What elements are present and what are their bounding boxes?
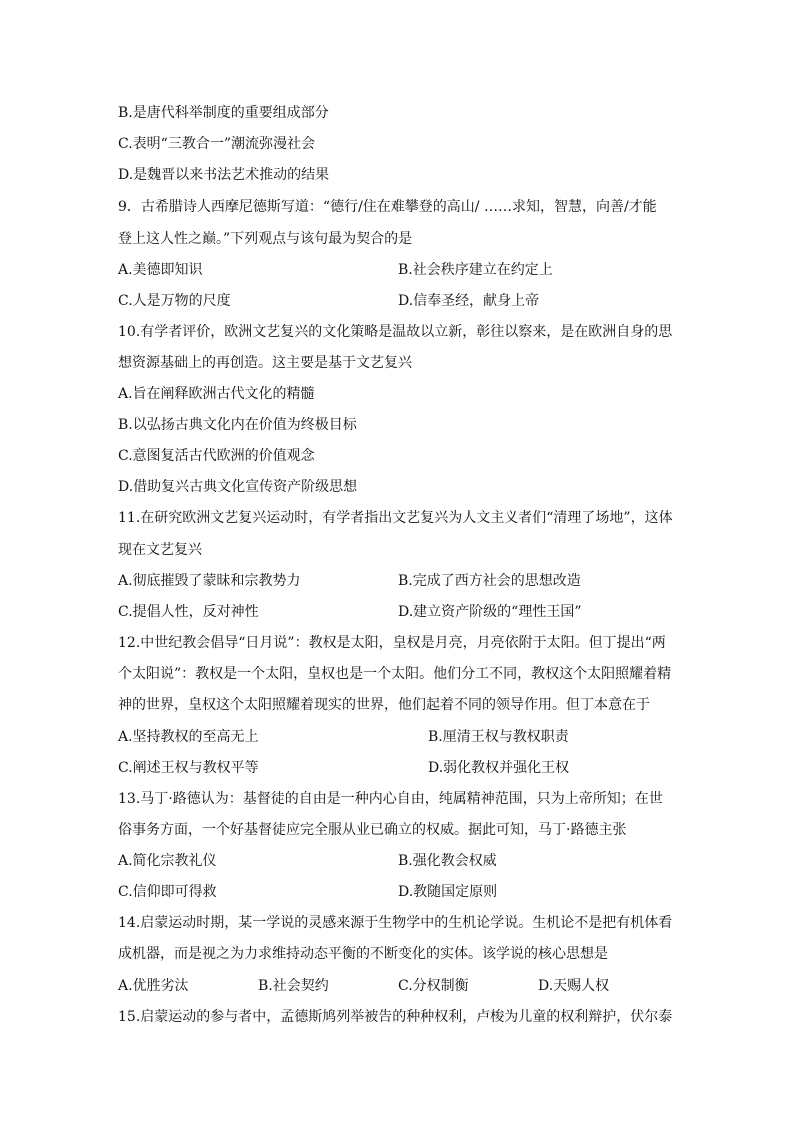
option-13a: A.简化宗教礼仪: [118, 853, 217, 869]
option-9c: C.人是万物的尺度: [118, 293, 231, 309]
question-9-line-1: 9．古希腊诗人西摩尼德斯写道：“德行/住在难攀登的高山/ ……求知，智慧，向善/才能: [118, 199, 657, 215]
question-15-line-1: 15.启蒙运动的参与者中，孟德斯鸠列举被告的种种权利，卢梭为儿童的权利辩护，伏尔泰: [118, 1009, 673, 1025]
option-13d: D.教随国定原则: [398, 884, 498, 900]
question-9-line-2: 登上这人性之巅。”下列观点与该句最为契合的是: [118, 231, 413, 247]
option-13c: C.信仰即可得救: [118, 884, 217, 900]
option-14b: B.社会契约: [258, 978, 329, 994]
option-14d: D.天赐人权: [538, 978, 610, 994]
question-11-line-2: 现在文艺复兴: [118, 542, 202, 558]
question-11-line-1: 11.在研究欧洲文艺复兴运动时，有学者指出文艺复兴为人文主义者们“清理了场地”，这体: [118, 510, 673, 526]
option-9d: D.信奉圣经，献身上帝: [398, 293, 540, 309]
option-11a: A.彻底摧毁了蒙昧和宗教势力: [118, 573, 301, 589]
question-13-line-2: 俗事务方面，一个好基督徒应完全服从业已确立的权威。据此可知，马丁·路德主张: [118, 822, 627, 838]
question-10-line-1: 10.有学者评价，欧洲文艺复兴的文化策略是温故以立新，彰往以察来，是在欧洲自身的思: [118, 324, 673, 340]
option-10a: A.旨在阐释欧洲古代文化的精髓: [118, 386, 315, 402]
question-12-line-3: 神的世界，皇权这个太阳照耀着现实的世界，他们起着不同的领导作用。但丁本意在于: [118, 697, 650, 713]
option-8b: B.是唐代科举制度的重要组成部分: [118, 105, 329, 121]
option-10d: D.借助复兴古典文化宣传资产阶级思想: [118, 479, 358, 495]
option-12b: B.厘清王权与教权职责: [428, 729, 569, 745]
question-12-line-2: 个太阳说”：教权是一个太阳，皇权也是一个太阳。他们分工不同，教权这个太阳照耀着精: [118, 666, 672, 682]
option-10c: C.意图复活古代欧洲的价值观念: [118, 448, 315, 464]
option-13b: B.强化教会权威: [398, 853, 497, 869]
question-13-line-1: 13.马丁·路德认为：基督徒的自由是一种内心自由，纯属精神范围，只为上帝所知；在世: [118, 791, 663, 807]
question-12-line-1: 12.中世纪教会倡导“日月说”：教权是太阳，皇权是月亮，月亮依附于太阳。但丁提出“两: [118, 635, 666, 651]
option-8d: D.是魏晋以来书法艺术推动的结果: [118, 167, 330, 183]
option-12a: A.坚持教权的至高无上: [118, 729, 259, 745]
option-14c: C.分权制衡: [398, 978, 469, 994]
option-11b: B.完成了西方社会的思想改造: [398, 573, 581, 589]
option-8c: C.表明“三教合一”潮流弥漫社会: [118, 136, 315, 152]
option-9b: B.社会秩序建立在约定上: [398, 262, 553, 278]
option-9a: A.美德即知识: [118, 262, 203, 278]
option-10b: B.以弘扬古典文化内在价值为终极目标: [118, 417, 357, 433]
option-14a: A.优胜劣汰: [118, 978, 189, 994]
option-12d: D.弱化教权并强化王权: [428, 760, 570, 776]
option-11c: C.提倡人性，反对神性: [118, 604, 259, 620]
question-14-line-2: 成机器，而是视之为力求维持动态平衡的不断变化的实体。该学说的核心思想是: [118, 946, 608, 962]
option-11d: D.建立资产阶级的“理性王国”: [398, 604, 582, 620]
option-12c: C.阐述王权与教权平等: [118, 760, 259, 776]
question-14-line-1: 14.启蒙运动时期，某一学说的灵感来源于生物学中的生机论学说。生机论不是把有机体看: [118, 915, 673, 931]
question-10-line-2: 想资源基础上的再创造。这主要是基于文艺复兴: [118, 355, 412, 371]
